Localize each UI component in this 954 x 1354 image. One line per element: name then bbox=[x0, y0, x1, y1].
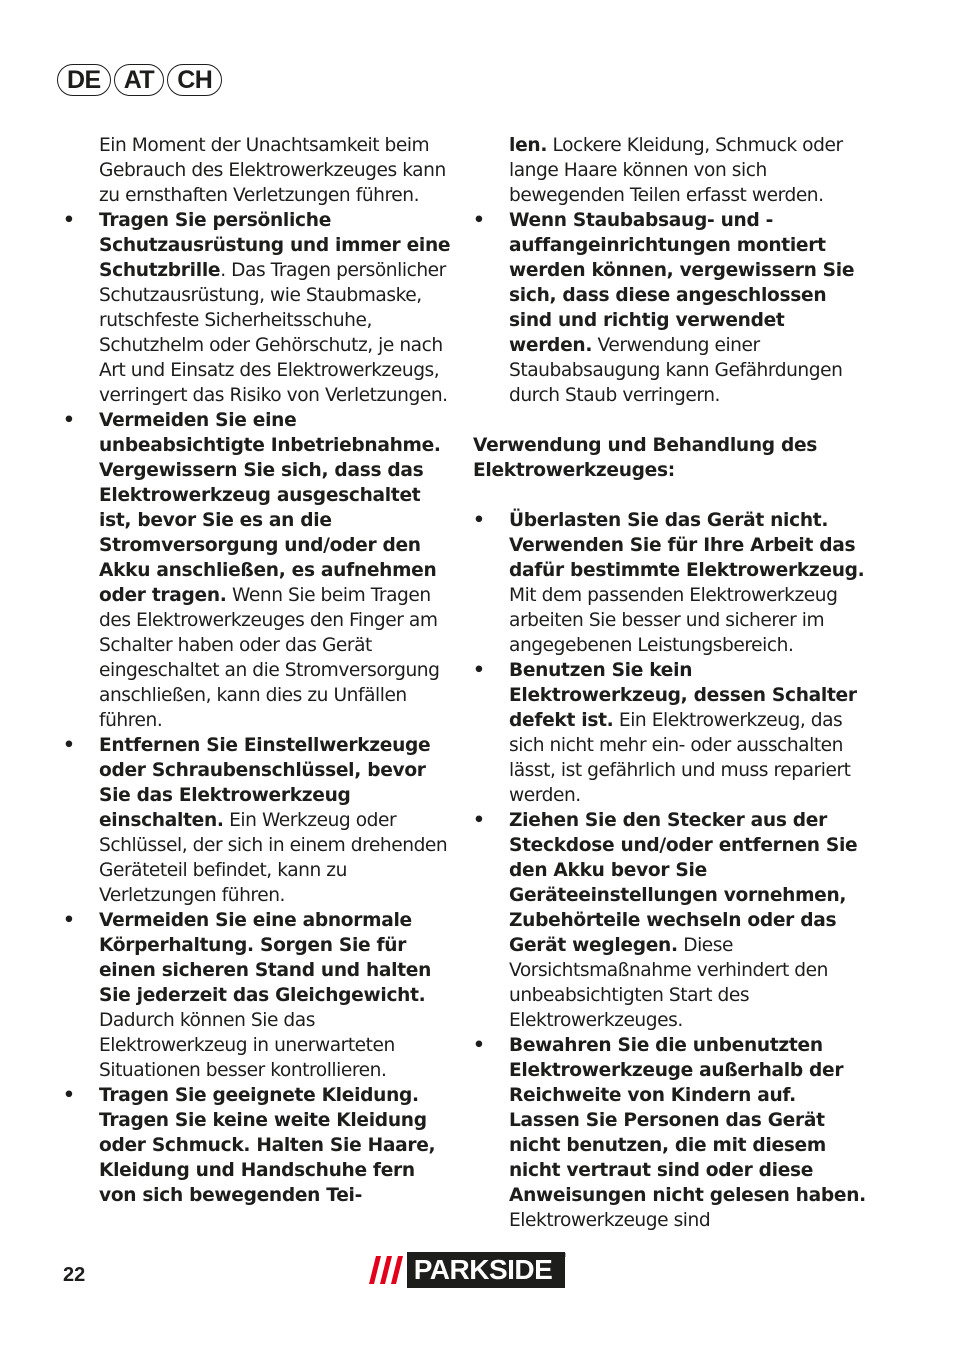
list-item bbox=[63, 1083, 453, 1208]
item-lead: Wenn Staubabsaug- und -auffangeinrichtungen montiert werden können, vergewissern Sie sich, dass diese angeschlossen sind und richtig verwendet werden. bbox=[509, 210, 855, 356]
bullet-icon: • bbox=[63, 910, 75, 931]
bullet-icon: • bbox=[473, 510, 485, 531]
item-lead: Tragen Sie geeignete Kleidung. Tragen Sie keine weite Kleidung oder Schmuck. Halten Sie Haare, Kleidung und Handschuhe fern von sich bewegenden Tei- bbox=[99, 1085, 436, 1206]
list-item bbox=[473, 1033, 868, 1233]
list-item bbox=[473, 208, 868, 408]
continuation-body: Lockere Kleidung, Schmuck oder lange Haare können von sich bewegenden Teilen erfasst werden. bbox=[509, 135, 843, 206]
list-item bbox=[63, 908, 453, 1083]
item-lead: Vermeiden Sie eine abnormale Körperhaltung. Sorgen Sie für einen sicheren Stand und halten Sie jederzeit das Gleichgewicht. bbox=[99, 910, 432, 1006]
bullet-icon: • bbox=[63, 735, 75, 756]
page-number: 22 bbox=[63, 1264, 86, 1286]
item-lead: Benutzen Sie kein Elektrowerkzeug, dessen Schalter defekt ist. bbox=[509, 660, 857, 731]
left-column bbox=[63, 133, 453, 1208]
list-item bbox=[63, 733, 453, 908]
registered-mark: ® bbox=[560, 1251, 566, 1260]
logo-brand-text: PARKSIDE bbox=[413, 1254, 553, 1285]
continuation-lead: len. bbox=[509, 135, 548, 156]
country-badges bbox=[57, 64, 222, 98]
bullet-icon: • bbox=[63, 1085, 75, 1106]
item-lead: Entfernen Sie Einstellwerkzeuge oder Schraubenschlüssel, bevor Sie das Elektrowerkzeug einschalten. bbox=[99, 735, 431, 831]
right-column bbox=[473, 133, 868, 1233]
item-lead: Tragen Sie persönliche Schutzausrüstung und immer eine Schutzbrille bbox=[99, 210, 451, 281]
bullet-icon: • bbox=[473, 1035, 485, 1056]
continuation-text bbox=[473, 133, 868, 208]
bullet-icon: • bbox=[63, 410, 75, 431]
intro-text: Ein Moment der Unachtsamkeit beim Gebrauch des Elektrowerkzeuges kann zu ernsthaften Verletzungen führen. bbox=[99, 135, 446, 206]
country-badge-at: AT bbox=[114, 64, 164, 96]
item-lead: Vermeiden Sie eine unbeabsichtigte Inbetriebnahme. Vergewissern Sie sich, dass das Elektrowerkzeug ausgeschaltet ist, bevor Sie es an die Stromversorgung und/oder den Akku anschließen, es aufnehmen oder tragen. bbox=[99, 410, 441, 606]
item-text: Mit dem passenden Elektrowerkzeug arbeiten Sie besser und sicherer im angegebenen Leistungsbereich. bbox=[509, 585, 838, 656]
section-heading: Verwendung und Behandlung des Elektrowerkzeuges: bbox=[473, 435, 818, 481]
item-lead: Bewahren Sie die unbenutzten Elektrowerkzeuge außerhalb der Reichweite von Kindern auf. Lassen Sie Personen das Gerät nicht benutzen, die mit diesem nicht vertraut sind oder diese Anweisungen nicht gelesen haben. bbox=[509, 1035, 866, 1206]
logo-stripes-icon bbox=[363, 1252, 407, 1288]
parkside-logo bbox=[363, 1252, 565, 1288]
country-badge-ch: CH bbox=[167, 64, 222, 96]
item-text: Wenn Sie beim Tragen des Elektrowerkzeuges den Finger am Schalter haben oder das Gerät eingeschaltet an die Stromversorgung anschließen, kann dies zu Unfällen führen. bbox=[99, 585, 440, 731]
item-text: . Das Tragen persönlicher Schutzausrüstung, wie Staubmaske, rutschfeste Sicherheitsschuhe, Schutzhelm oder Gehörschutz, je nach Art und Einsatz des Elektrowerkzeugs, verringert das Risiko von Verletzungen. bbox=[99, 260, 448, 406]
list-item bbox=[473, 658, 868, 808]
bullet-icon: • bbox=[473, 810, 485, 831]
item-text: Ein Werkzeug oder Schlüssel, der sich in einem drehenden Geräteteil befindet, kann zu Verletzungen führen. bbox=[99, 810, 448, 906]
country-badge-de: DE bbox=[57, 64, 111, 96]
bullet-icon: • bbox=[473, 210, 485, 231]
bullet-icon: • bbox=[473, 660, 485, 681]
item-text: Ein Elektrowerkzeug, das sich nicht mehr ein- oder ausschalten lässt, ist gefährlich und muss repariert werden. bbox=[509, 710, 851, 806]
item-text: Dadurch können Sie das Elektrowerkzeug in unerwarteten Situationen besser kontrollieren. bbox=[99, 1010, 395, 1081]
list-item bbox=[63, 208, 453, 408]
item-lead: Überlasten Sie das Gerät nicht. Verwenden Sie für Ihre Arbeit das dafür bestimmte Elektrowerkzeug. bbox=[509, 510, 865, 581]
item-text: Diese Vorsichtsmaßnahme verhindert den unbeabsichtigten Start des Elektrowerkzeuges. bbox=[509, 935, 828, 1031]
item-text: Elektrowerkzeuge sind bbox=[509, 1210, 711, 1231]
bullet-icon: • bbox=[63, 210, 75, 231]
item-text: Verwendung einer Staubabsaugung kann Gefährdungen durch Staub verringern. bbox=[509, 335, 843, 406]
item-lead: Ziehen Sie den Stecker aus der Steckdose und/oder entfernen Sie den Akku bevor Sie Geräteeinstellungen vornehmen, Zubehörteile wechseln oder das Gerät weglegen. bbox=[509, 810, 858, 956]
list-item bbox=[473, 508, 868, 658]
list-item bbox=[473, 808, 868, 1033]
list-item bbox=[63, 408, 453, 733]
